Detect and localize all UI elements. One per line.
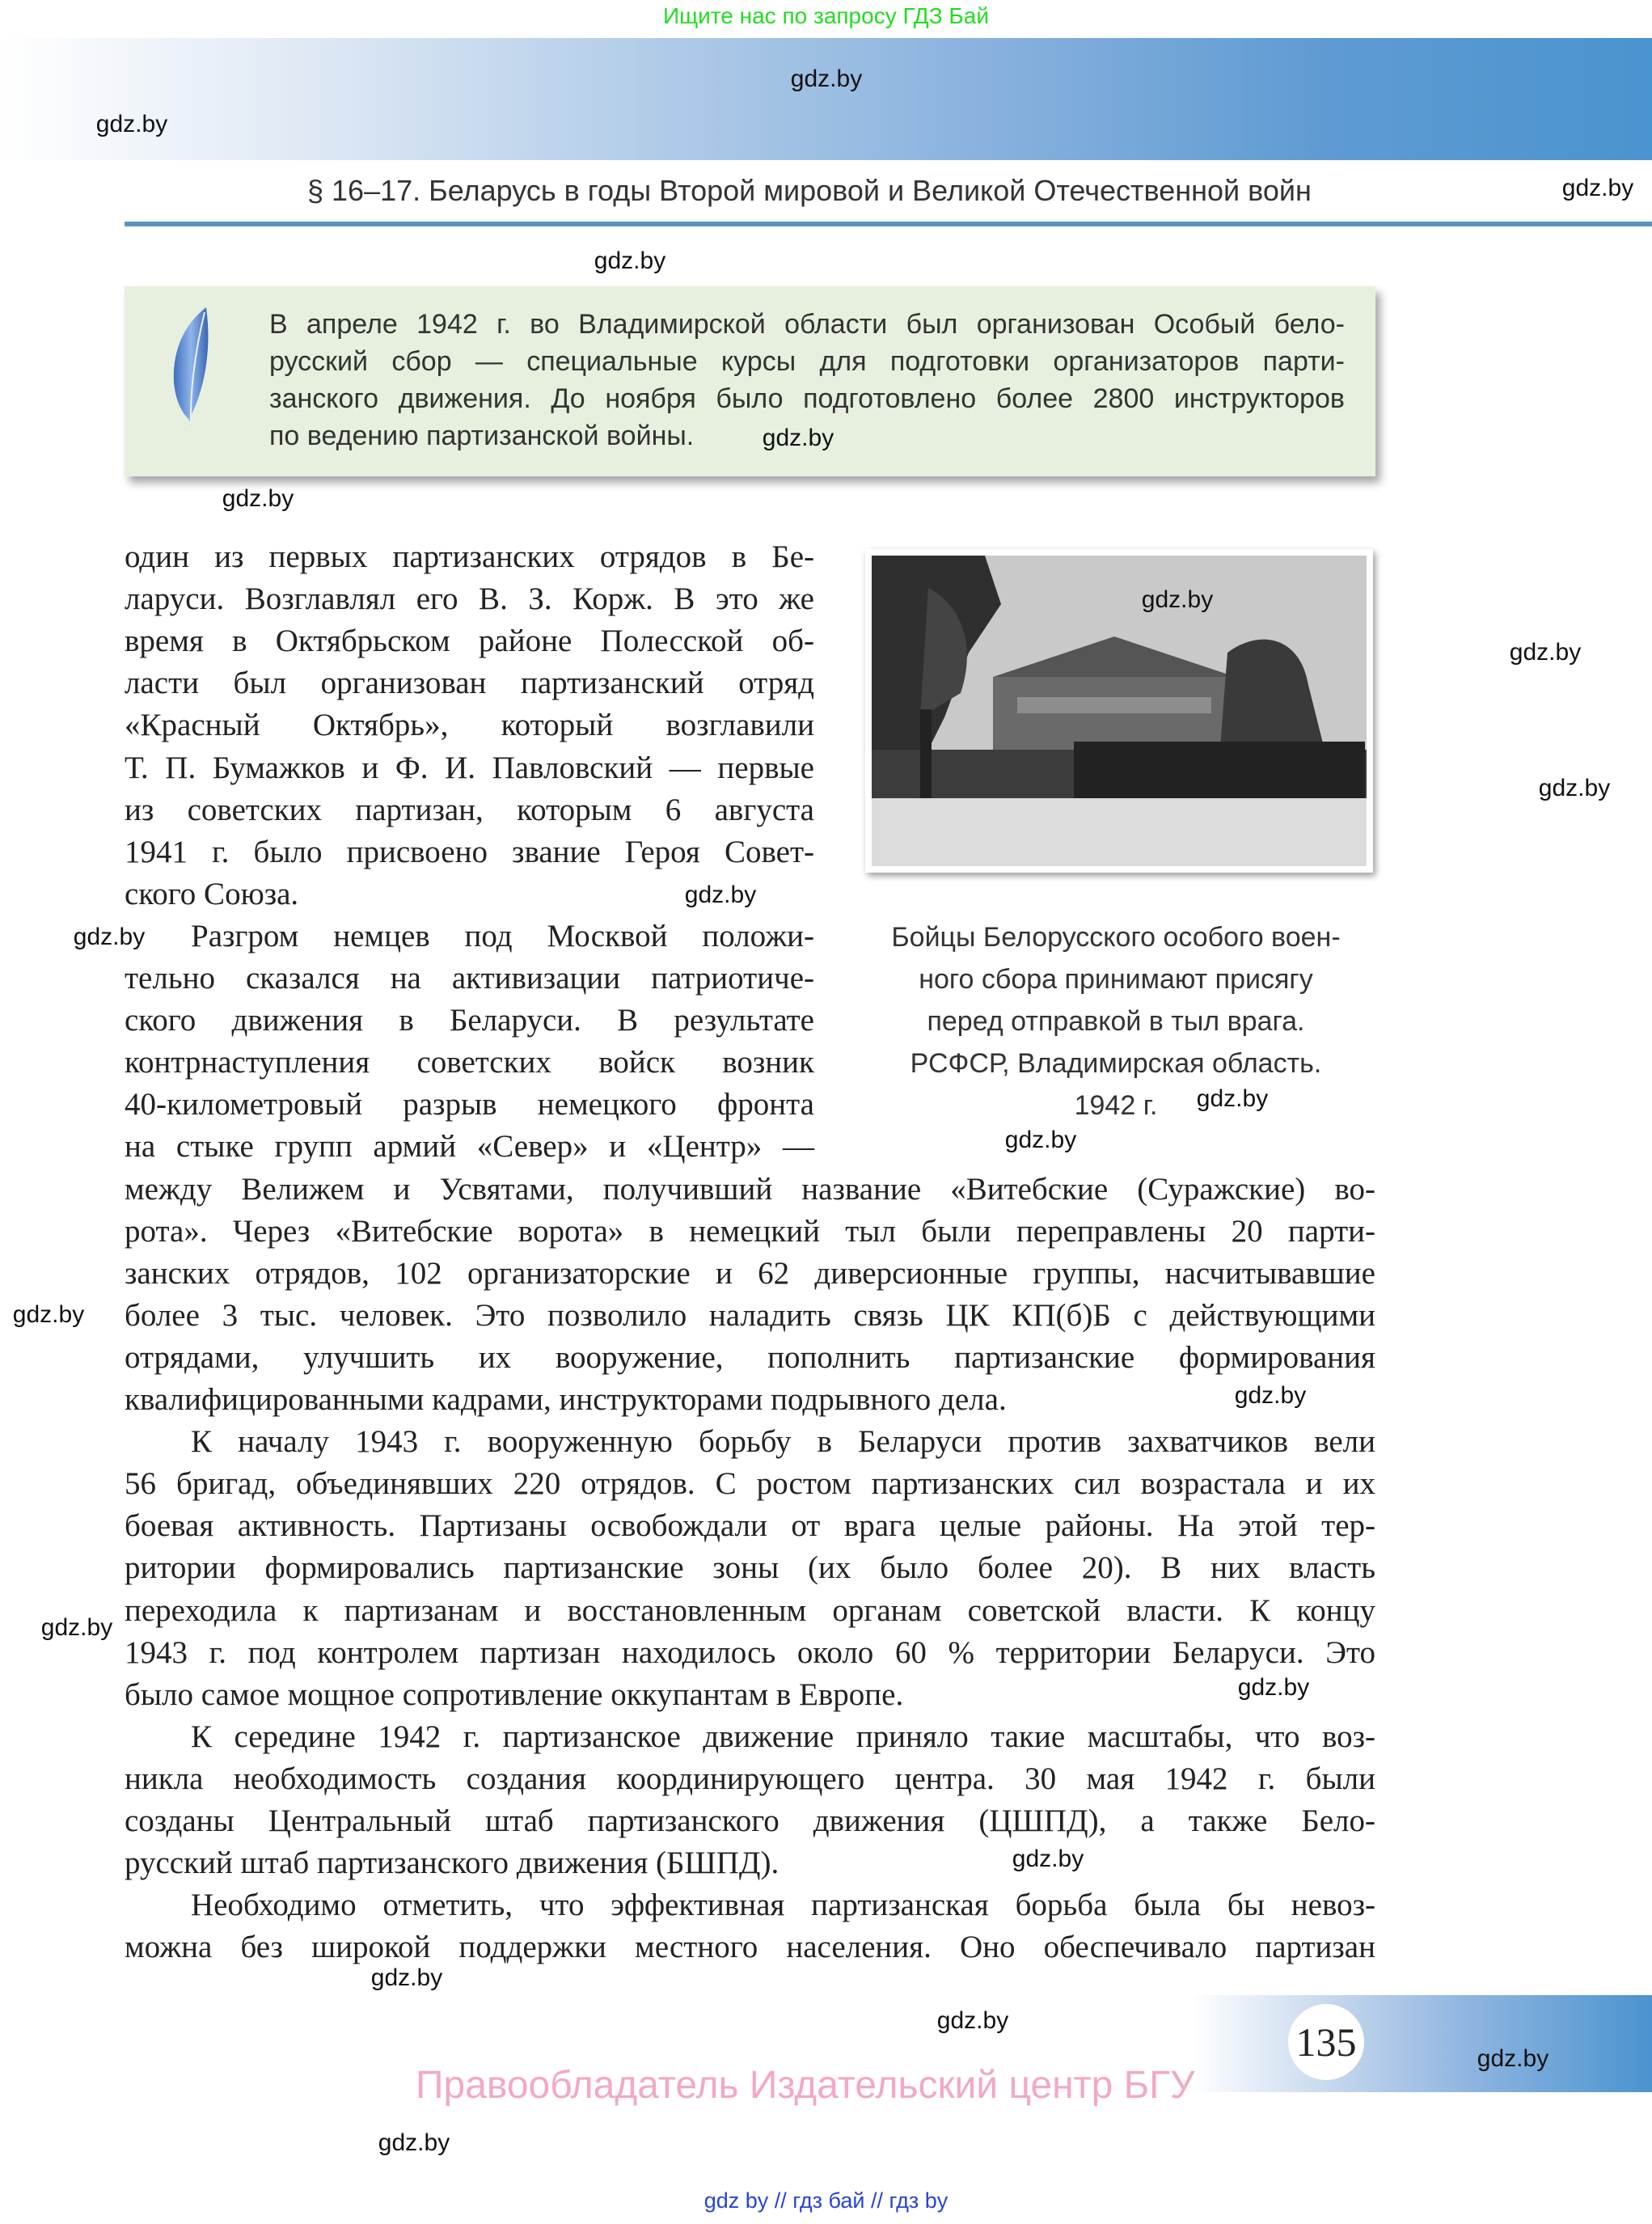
watermark: gdz.by xyxy=(1012,1846,1084,1872)
text-line: «Красный Октябрь», который возглавили xyxy=(125,708,814,743)
section-title: § 16–17. Беларусь в годы Второй мировой и Великой Отечественной войн xyxy=(307,174,1312,207)
text-line: русский штаб партизанского движения (БШПД). xyxy=(125,1846,780,1881)
text-line: на стыке групп армий «Север» и «Центр» — xyxy=(125,1129,814,1165)
info-line: занского движения. До ноября было подготовлено более 2800 инструкторов xyxy=(269,383,1345,414)
caption-line: ного сбора принимают присягу xyxy=(919,964,1313,995)
text-line: переходила к партизанам и восстановленным органам советской власти. К концу xyxy=(125,1592,1375,1628)
text-line: К началу 1943 г. вооруженную борьбу в Беларуси против захватчиков вели xyxy=(191,1424,1375,1460)
bottom-links[interactable]: gdz by // гдз бай // гдз by xyxy=(703,2188,949,2213)
watermark: gdz.by xyxy=(40,1614,113,1641)
search-hint: Ищите нас по запросу ГДЗ Бай xyxy=(662,3,990,28)
photo-caption xyxy=(857,916,1375,1127)
text-line: ского движения в Беларуси. В результате xyxy=(125,1003,814,1038)
text-line: ритории формировались партизанские зоны (их было более 20). В них власть xyxy=(125,1550,1375,1586)
text-line: созданы Центральный штаб партизанского движения (ЦШПД), а также Бело- xyxy=(125,1803,1375,1838)
caption-line: РСФСР, Владимирская область. xyxy=(910,1048,1322,1079)
text-line: боевая активность. Партизаны освобождали от врага целые районы. На этой тер- xyxy=(125,1508,1375,1544)
watermark: gdz.by xyxy=(1538,775,1611,801)
watermark: gdz.by xyxy=(73,924,146,950)
text-line: никла необходимость создания координирующего центра. 30 мая 1942 г. были xyxy=(125,1761,1375,1796)
watermark: gdz.by xyxy=(1004,1127,1077,1153)
text-line: ларуси. Возглавлял его В. З. Корж. В это же xyxy=(125,581,814,617)
text-line: 1943 г. под контролем партизан находилось около 60 % территории Беларуси. Это xyxy=(125,1634,1375,1670)
caption-line: перед отправкой в тыл врага. xyxy=(927,1006,1305,1037)
info-line: русский сбор — специальные курсы для подготовки организаторов парти- xyxy=(269,346,1345,377)
text-line: ласти был организован партизанский отряд xyxy=(125,666,814,701)
text-line: тельно сказался на активизации патриотиче- xyxy=(125,961,814,996)
caption-line: Бойцы Белорусского особого воен- xyxy=(891,922,1341,953)
watermark: gdz.by xyxy=(12,1301,85,1328)
text-line: квалифицированными кадрами, инструкторами подрывного дела. xyxy=(125,1382,1007,1417)
text-line: Разгром немцев под Москвой положи- xyxy=(191,918,814,953)
text-line: 40-километровый разрыв немецкого фронта xyxy=(125,1087,814,1123)
text-line: ского Союза. xyxy=(125,876,299,911)
watermark: gdz.by xyxy=(1234,1382,1307,1409)
info-line: по ведению партизанской войны. xyxy=(269,421,695,451)
watermark: gdz.by xyxy=(222,485,294,512)
watermark: gdz.by xyxy=(378,2129,450,2156)
watermark: gdz.by xyxy=(1141,586,1214,613)
text-line: Необходимо отметить, что эффективная партизанская борьба была бы невоз- xyxy=(191,1888,1375,1923)
caption-line: 1942 г. xyxy=(1074,1090,1158,1121)
watermark: gdz.by xyxy=(1561,175,1634,201)
info-line: В апреле 1942 г. во Владимирской области был организован Особый бело- xyxy=(269,309,1345,340)
watermark: gdz.by xyxy=(762,425,834,451)
text-line: более 3 тыс. человек. Это позволило наладить связь ЦК КП(б)Б с действующими xyxy=(125,1297,1375,1333)
text-line: было самое мощное сопротивление оккупантам в Европе. xyxy=(125,1676,904,1712)
watermark: gdz.by xyxy=(1477,2045,1549,2072)
header-band xyxy=(0,38,1652,160)
watermark: gdz.by xyxy=(790,66,863,92)
page-number: 135 xyxy=(1288,2004,1364,2080)
text-line: занских отрядов, 102 организаторские и 62 диверсионные группы, насчитывавшие xyxy=(125,1255,1375,1291)
text-line: К середине 1942 г. партизанское движение приняло такие масштабы, что воз- xyxy=(191,1719,1375,1754)
text-line: между Велижем и Усвятами, получивший название «Витебские (Суражские) во- xyxy=(125,1171,1375,1207)
text-line: 1941 г. было присвоено звание Героя Совет- xyxy=(125,834,814,869)
watermark: gdz.by xyxy=(370,1964,443,1991)
title-divider xyxy=(125,222,1652,226)
feather-icon xyxy=(166,306,214,427)
footer-band xyxy=(1191,1995,1652,2092)
text-line: один из первых партизанских отрядов в Бе- xyxy=(125,539,814,574)
historical-photo xyxy=(865,549,1373,873)
watermark: gdz.by xyxy=(1509,639,1582,666)
text-line: Т. П. Бумажков и Ф. И. Павловский — первые xyxy=(125,750,814,785)
photo-image xyxy=(872,556,1367,866)
watermark: gdz.by xyxy=(1237,1674,1310,1701)
copyright-notice: Правообладатель Издательский центр БГУ xyxy=(416,2064,1195,2107)
watermark: gdz.by xyxy=(95,111,168,137)
watermark: gdz.by xyxy=(1196,1085,1269,1112)
text-line: рота». Через «Витебские ворота» в немецкий тыл были переправлены 20 парти- xyxy=(125,1213,1375,1249)
watermark: gdz.by xyxy=(936,2007,1009,2034)
text-line: 56 бригад, объединявших 220 отрядов. С ростом партизанских сил возрастала и их xyxy=(125,1466,1375,1502)
text-line: время в Октябрьском районе Полесской об- xyxy=(125,624,814,659)
watermark: gdz.by xyxy=(684,882,757,908)
watermark: gdz.by xyxy=(594,247,666,274)
text-line: отрядами, улучшить их вооружение, пополнить партизанские формирования xyxy=(125,1339,1375,1375)
text-line: из советских партизан, которым 6 августа xyxy=(125,792,814,827)
text-line: контрнаступления советских войск возник xyxy=(125,1045,814,1080)
text-line: можна без широкой поддержки местного населения. Оно обеспечивало партизан xyxy=(125,1930,1375,1965)
